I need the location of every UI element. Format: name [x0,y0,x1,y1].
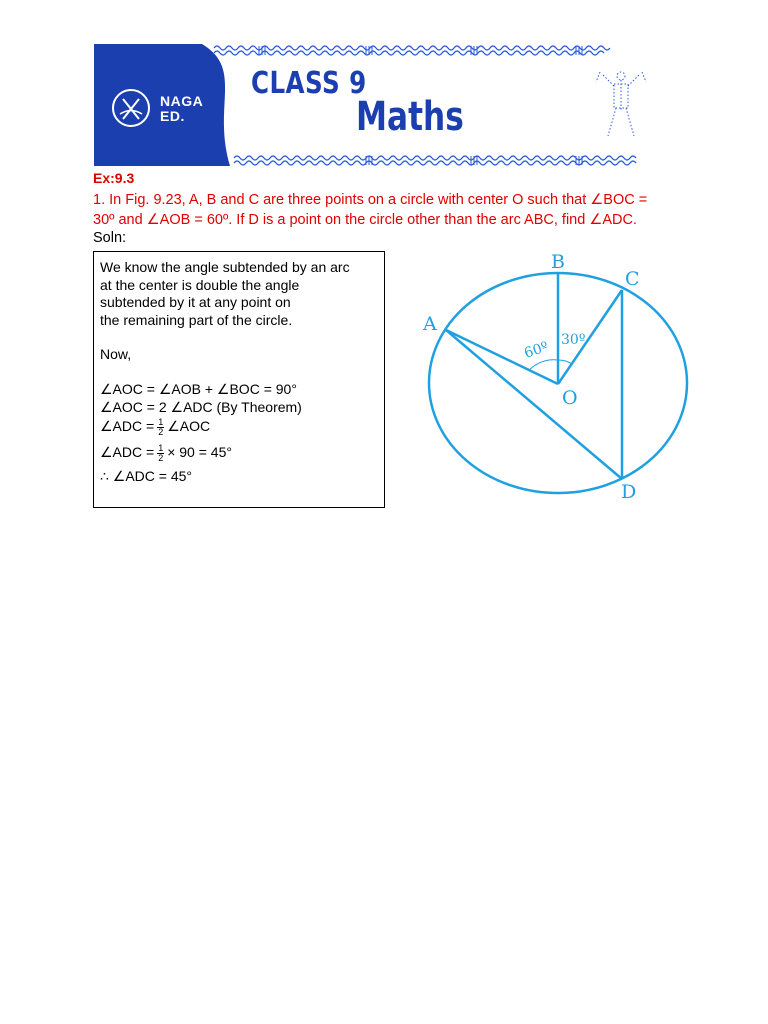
label-b: B [551,251,565,273]
label-o: O [562,387,578,409]
step-2: ∠AOC = 2 ∠ADC (By Theorem) [100,399,302,415]
logo-text [160,94,203,124]
header-banner [94,44,676,166]
step-3-rhs: ∠AOC [167,418,211,435]
angle-arc-boc [558,360,572,364]
solution-box [93,251,385,508]
class-title: CLASS 9 [251,66,367,101]
dancer-figure-icon [596,72,646,136]
question-line1: 1. In Fig. 9.23, A, B and C are three points on a circle with center O such that ∠BOC = [93,192,648,208]
logo-text-line2: ED. [160,108,185,124]
step-3-lhs: ∠ADC = [100,418,155,435]
circle-figure [418,248,698,510]
logo-text-line1: NAGA [160,93,204,109]
solution-label: Soln: [93,230,127,246]
fraction-half: $\frac{1}{2}$ [158,417,164,437]
fraction-half: $\frac{1}{2}$ [158,443,164,463]
angle-label-aob: 60º [522,339,551,362]
theory-text [100,259,350,329]
label-c: C [625,268,640,290]
angle-arc-aob [529,360,558,370]
question-line2: 30º and ∠AOB = 60º. If D is a point on the circle other than the arc ABC, find ∠ADC. [93,212,637,228]
angle-label-boc: 30º [561,332,586,348]
conclusion: ∴ ∠ADC = 45° [100,468,193,484]
theory-line: We know the angle subtended by an arc [100,259,350,275]
step-4-rhs: × 90 = 45° [167,444,232,461]
step-1: ∠AOC = ∠AOB + ∠BOC = 90° [100,381,297,397]
label-d: D [621,481,637,503]
label-a: A [423,313,437,335]
subject-title: Maths [356,94,464,140]
step-4-lhs: ∠ADC = [100,444,155,461]
step-3 [100,418,210,437]
theory-line: subtended by it at any point on [100,294,291,310]
theory-line: at the center is double the angle [100,276,300,293]
exercise-heading: Ex:9.3 [93,170,135,186]
now-label: Now, [100,346,132,362]
question-text [93,190,683,230]
theory-line: the remaining part of the circle. [100,311,293,328]
step-4 [100,444,232,463]
